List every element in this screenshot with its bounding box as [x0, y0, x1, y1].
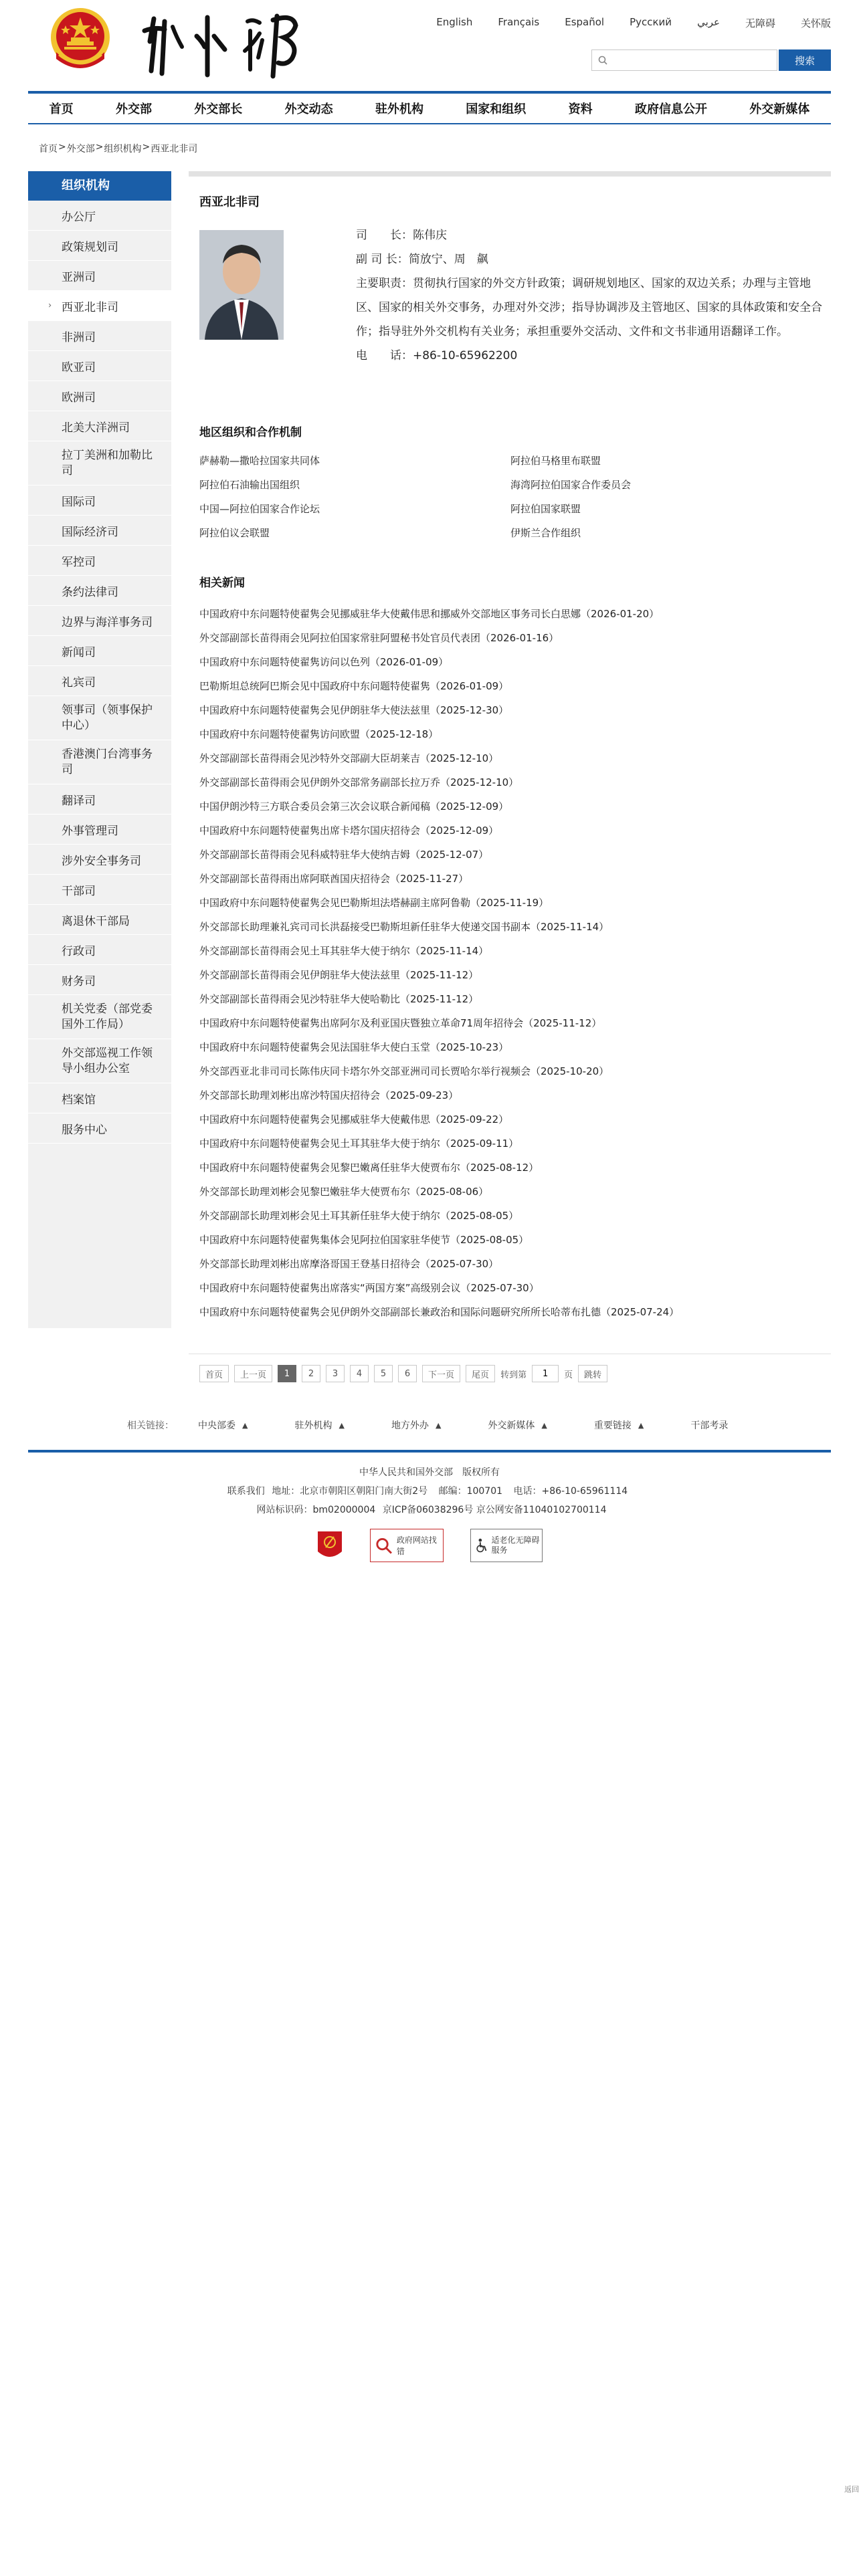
lang-french[interactable]: Français: [498, 16, 540, 28]
sidebar-item[interactable]: 服务中心: [28, 1113, 171, 1144]
news-item[interactable]: 中国政府中东问题特使翟隽出席落实“两国方案”高级别会议（2025-07-30）: [199, 1282, 539, 1294]
sidebar-item[interactable]: 翻译司: [28, 784, 171, 815]
phone-number: +86-10-65962200: [413, 349, 518, 362]
breadcrumb-separator: >: [58, 142, 66, 152]
news-item[interactable]: 中国政府中东问题特使翟隽集体会见阿拉伯国家驻华使节（2025-08-05）: [199, 1234, 529, 1246]
breadcrumb-separator: >: [95, 142, 104, 152]
language-bar: [411, 16, 831, 30]
sidebar-item[interactable]: 外事管理司: [28, 815, 171, 845]
sidebar-item[interactable]: 涉外安全事务司: [28, 845, 171, 875]
police-record-link[interactable]: 京公网安备11040102700114: [476, 1505, 607, 1515]
nav-activities[interactable]: 外交动态: [284, 102, 333, 116]
news-item[interactable]: 中国政府中东问题特使翟隽会见挪威驻华大使戴伟思（2025-09-22）: [199, 1113, 509, 1125]
registration-row: [28, 1501, 831, 1519]
deputy-row: [356, 247, 824, 272]
pager-page-unit: 页: [564, 1370, 573, 1380]
director-row: [356, 223, 824, 247]
triangle-up-icon: ▲: [638, 1420, 644, 1430]
triangle-up-icon: ▲: [242, 1420, 248, 1430]
site-header: [28, 0, 831, 91]
sidebar-item-label: 西亚北非司: [62, 300, 118, 314]
content-top-bar: [189, 171, 831, 177]
news-item[interactable]: 外交部副部长苗得雨会见伊朗驻华大使法兹里（2025-11-12）: [199, 969, 479, 981]
footer-link-central-ministries[interactable]: [198, 1418, 248, 1432]
pager-last[interactable]: 尾页: [466, 1365, 495, 1382]
sidebar-item[interactable]: 行政司: [28, 935, 171, 965]
floating-side-widget[interactable]: [840, 2485, 859, 2505]
sidebar-item[interactable]: 欧亚司: [28, 351, 171, 381]
search-box: [591, 49, 777, 71]
gov-error-report-badge[interactable]: [370, 1529, 444, 1562]
party-emblem-badge[interactable]: [316, 1529, 343, 1562]
phone-row: [356, 344, 824, 368]
sidebar-item[interactable]: 国际经济司: [28, 516, 171, 546]
footer-link-local-offices[interactable]: [391, 1418, 441, 1432]
footer-link-label: 地方外办: [391, 1420, 429, 1431]
accessibility-badge-label: 适老化无障碍服务: [491, 1535, 540, 1555]
regional-org-link[interactable]: 阿拉伯石油输出国组织: [199, 479, 300, 491]
footer-link-label: 外交新媒体: [488, 1420, 535, 1431]
news-item[interactable]: 中国政府中东问题特使翟隽会见巴勒斯坦法塔赫副主席阿鲁勒（2025-11-19）: [199, 897, 549, 909]
sidebar-item[interactable]: 条约法律司: [28, 576, 171, 606]
breadcrumb: [39, 142, 197, 155]
search-button[interactable]: 搜索: [779, 49, 831, 71]
triangle-up-icon: ▲: [339, 1420, 345, 1430]
director-name: 陈伟庆: [413, 229, 447, 242]
news-item[interactable]: 中国政府中东问题特使翟隽出席阿尔及利亚国庆暨独立革命71周年招待会（2025-11-12）: [199, 1017, 602, 1029]
sidebar-item[interactable]: 国际司: [28, 486, 171, 516]
phone-label: 电 话：: [356, 349, 413, 362]
postcode: 邮编：100701: [438, 1486, 503, 1497]
triangle-up-icon: ▲: [541, 1420, 547, 1430]
footer-related-links: [28, 1400, 831, 1450]
accessibility-link[interactable]: 无障碍: [745, 17, 775, 29]
news-item[interactable]: 外交部部长助理兼礼宾司司长洪磊接受巴勒斯坦新任驻华大使递交国书副本（2025-11-14）: [199, 921, 609, 933]
sidebar-list: [28, 201, 171, 1144]
news-item[interactable]: 外交部副部长苗得雨会见科威特驻华大使纳吉姆（2025-12-07）: [199, 849, 489, 861]
news-item[interactable]: 中国政府中东问题特使翟隽会见伊朗外交部副部长兼政治和国际问题研究所所长哈蒂布扎德（2025-07-24）: [199, 1306, 680, 1318]
sidebar-item[interactable]: 外交部巡视工作领导小组办公室: [28, 1039, 171, 1083]
site-code: 网站标识码：bm02000004: [256, 1505, 376, 1515]
pager-prev[interactable]: 上一页: [234, 1365, 272, 1382]
breadcrumb-organization[interactable]: 组织机构: [104, 144, 142, 154]
contact-row: [28, 1482, 831, 1501]
nav-countries[interactable]: 国家和组织: [466, 102, 527, 116]
nav-missions[interactable]: 驻外机构: [375, 102, 423, 116]
footer-link-new-media[interactable]: [488, 1418, 547, 1432]
breadcrumb-separator: >: [142, 142, 151, 152]
leader-block: [189, 223, 831, 411]
pager-page[interactable]: 6: [398, 1365, 417, 1382]
sidebar-item[interactable]: 离退休干部局: [28, 905, 171, 935]
pagination: [199, 1365, 831, 1382]
news-item[interactable]: 外交部西亚北非司司长陈伟庆同卡塔尔外交部亚洲司司长贾哈尔举行视频会（2025-10-20）: [199, 1065, 609, 1077]
sidebar-item[interactable]: 档案馆: [28, 1083, 171, 1113]
sidebar-item-active[interactable]: [28, 291, 171, 321]
elder-care-link[interactable]: 关怀版: [800, 17, 831, 29]
news-item[interactable]: 外交部副部长苗得雨会见沙特外交部副大臣胡莱吉（2025-12-10）: [199, 752, 499, 764]
sidebar-item[interactable]: 财务司: [28, 965, 171, 995]
news-section-title: 相关新闻: [199, 576, 245, 590]
lang-spanish[interactable]: Español: [565, 16, 605, 28]
main-nav: [28, 91, 831, 124]
sidebar-item[interactable]: 干部司: [28, 875, 171, 905]
nav-resources[interactable]: 资料: [568, 102, 593, 116]
nav-new-media[interactable]: 外交新媒体: [749, 102, 810, 116]
pager-page-current[interactable]: 1: [278, 1365, 296, 1382]
magnifier-icon: [375, 1536, 393, 1555]
regional-org-link[interactable]: 阿拉伯议会联盟: [199, 527, 270, 539]
sidebar-item[interactable]: 亚洲司: [28, 261, 171, 291]
director-portrait: [199, 230, 284, 340]
sidebar-item[interactable]: 边界与海洋事务司: [28, 606, 171, 636]
lang-russian[interactable]: Русский: [630, 16, 672, 28]
regional-org-link[interactable]: 萨赫勒—撒哈拉国家共同体: [199, 455, 320, 467]
sidebar-item[interactable]: 机关党委（部党委国外工作局）: [28, 995, 171, 1039]
footer-link-label: 中央部委: [198, 1420, 235, 1431]
pager-goto-input[interactable]: [532, 1365, 559, 1382]
regional-org-link[interactable]: 阿拉伯国家联盟: [510, 503, 581, 515]
triangle-up-icon: ▲: [435, 1420, 442, 1430]
footer-link-missions[interactable]: [294, 1418, 344, 1432]
pager-page[interactable]: 2: [302, 1365, 320, 1382]
lang-english[interactable]: English: [436, 16, 473, 28]
nav-ministry[interactable]: 外交部: [115, 102, 152, 116]
telephone: 电话：+86-10-65961114: [513, 1486, 628, 1497]
news-item[interactable]: 外交部部长助理刘彬出席摩洛哥国王登基日招待会（2025-07-30）: [199, 1258, 499, 1270]
sidebar-item[interactable]: 非洲司: [28, 321, 171, 351]
pager-goto-label: 转到第: [500, 1370, 527, 1380]
regional-org-list: [199, 449, 831, 545]
duties-row: [356, 272, 824, 344]
nav-info-disclosure[interactable]: 政府信息公开: [634, 102, 707, 116]
related-links-label: 相关链接：: [127, 1420, 174, 1431]
lang-arabic[interactable]: عربي: [697, 16, 720, 28]
news-item[interactable]: 外交部部长助理刘彬会见黎巴嫩驻华大使贾布尔（2025-08-06）: [199, 1186, 489, 1198]
main-content: [189, 171, 831, 1382]
breadcrumb-ministry[interactable]: 外交部: [66, 144, 95, 154]
breadcrumb-current[interactable]: 西亚北非司: [151, 144, 198, 154]
deputy-label: 副 司 长：: [356, 253, 409, 266]
duties-text: 贯彻执行国家的外交方针政策；调研规划地区、国家的双边关系；办理与主管地区、国家的相关外交事务，办理对外交涉；指导协调涉及主管地区、国家的具体政策和安全合作；指导驻外外交机构有关业务；承担重要外交活动、文件和文书非通用语翻译工作。: [356, 277, 822, 338]
news-item[interactable]: 中国政府中东问题特使翟隽会见挪威驻华大使戴伟思和挪威外交部地区事务司长白思娜（2026-01-20）: [199, 608, 660, 620]
nav-home[interactable]: 首页: [49, 102, 74, 116]
news-item[interactable]: 中国政府中东问题特使翟隽出席卡塔尔国庆招待会（2025-12-09）: [199, 825, 499, 837]
footer-badges: [28, 1529, 831, 1562]
icp-link[interactable]: 京ICP备06038296号: [382, 1505, 474, 1515]
news-item[interactable]: 外交部副部长苗得雨会见伊朗外交部常务副部长拉万乔（2025-12-10）: [199, 776, 519, 788]
contact-us-link[interactable]: 联系我们: [227, 1486, 265, 1497]
sidebar-item[interactable]: 香港澳门台湾事务司: [28, 740, 171, 784]
search-icon: [597, 55, 608, 66]
footer-link-important[interactable]: [594, 1418, 644, 1432]
regional-section-title: 地区组织和合作机制: [199, 426, 302, 439]
news-item[interactable]: 外交部副部长苗得雨会见土耳其驻华大使于纳尔（2025-11-14）: [199, 945, 489, 957]
deputy-names: 简放宁、周 飙: [408, 253, 488, 266]
accessibility-badge[interactable]: [470, 1529, 543, 1562]
sidebar-item[interactable]: 新闻司: [28, 636, 171, 666]
wheelchair-icon: [475, 1536, 488, 1555]
news-list: [199, 602, 831, 1324]
duties-label: 主要职责：: [356, 277, 413, 290]
sidebar-item[interactable]: 礼宾司: [28, 666, 171, 696]
news-item[interactable]: 中国政府中东问题特使翟隽访问以色列（2026-01-09）: [199, 656, 449, 668]
sidebar: [28, 171, 171, 1328]
news-item[interactable]: 中国伊朗沙特三方联合委员会第三次会议联合新闻稿（2025-12-09）: [199, 800, 509, 813]
search-input[interactable]: [612, 51, 773, 69]
copyright: 中华人民共和国外交部 版权所有: [359, 1467, 500, 1478]
pager-first[interactable]: 首页: [199, 1365, 229, 1382]
news-item[interactable]: 外交部副部长苗得雨会见沙特驻华大使哈勒比（2025-11-12）: [199, 993, 479, 1005]
page-title: 西亚北非司: [199, 195, 260, 209]
regional-org-link[interactable]: 海湾阿拉伯国家合作委员会: [510, 479, 632, 491]
gov-badge-label: 政府网站找错: [396, 1535, 437, 1556]
regional-org-link[interactable]: 伊斯兰合作组织: [510, 527, 581, 539]
news-item[interactable]: 外交部副部长助理刘彬会见土耳其新任驻华大使于纳尔（2025-08-05）: [199, 1210, 519, 1222]
footer-link-recruitment[interactable]: 干部考录: [690, 1420, 729, 1431]
sidebar-item[interactable]: 拉丁美洲和加勒比司: [28, 441, 171, 486]
pager-page[interactable]: 3: [326, 1365, 345, 1382]
news-item[interactable]: 中国政府中东问题特使翟隽访问欧盟（2025-12-18）: [199, 728, 439, 740]
regional-org-link[interactable]: 阿拉伯马格里布联盟: [510, 455, 601, 467]
side-widget-label: 返回: [844, 2485, 859, 2494]
sidebar-item[interactable]: 欧洲司: [28, 381, 171, 411]
footer-link-label: 重要链接: [593, 1420, 632, 1431]
news-item[interactable]: 中国政府中东问题特使翟隽会见伊朗驻华大使法兹里（2025-12-30）: [199, 704, 509, 716]
leader-info: [356, 223, 824, 368]
news-item[interactable]: 中国政府中东问题特使翟隽会见黎巴嫩离任驻华大使贾布尔（2025-08-12）: [199, 1162, 539, 1174]
sidebar-title: 组织机构: [28, 171, 171, 201]
regional-org-link[interactable]: 中国—阿拉伯国家合作论坛: [199, 503, 320, 515]
breadcrumb-home[interactable]: 首页: [39, 144, 58, 154]
sidebar-item[interactable]: 军控司: [28, 546, 171, 576]
sidebar-item[interactable]: 北美大洋洲司: [28, 411, 171, 441]
sidebar-item[interactable]: 政策规划司: [28, 231, 171, 261]
footer-divider: [28, 1450, 831, 1453]
pager-page[interactable]: 4: [350, 1365, 369, 1382]
pager-next[interactable]: 下一页: [422, 1365, 460, 1382]
news-item[interactable]: 中国政府中东问题特使翟隽会见土耳其驻华大使于纳尔（2025-09-11）: [199, 1138, 519, 1150]
chevron-right-icon: ›: [48, 300, 52, 311]
calligraphy-logo: [135, 7, 316, 80]
nav-minister[interactable]: 外交部长: [194, 102, 243, 116]
sidebar-item[interactable]: 领事司（领事保护中心）: [28, 696, 171, 740]
footer-info: [28, 1463, 831, 1519]
address: 地址：北京市朝阳区朝阳门南大街2号: [272, 1486, 428, 1497]
news-item[interactable]: 巴勒斯坦总统阿巴斯会见中国政府中东问题特使翟隽（2026-01-09）: [199, 680, 509, 692]
director-label: 司 长：: [356, 229, 413, 242]
sidebar-item[interactable]: 办公厅: [28, 201, 171, 231]
news-item[interactable]: 外交部部长助理刘彬出席沙特国庆招待会（2025-09-23）: [199, 1089, 459, 1101]
pager-page[interactable]: 5: [374, 1365, 393, 1382]
news-item[interactable]: 外交部副部长苗得雨会见阿拉伯国家常驻阿盟秘书处官员代表团（2026-01-16）: [199, 632, 559, 644]
footer-link-label: 驻外机构: [294, 1420, 332, 1431]
news-item[interactable]: 外交部副部长苗得雨出席阿联酋国庆招待会（2025-11-27）: [199, 873, 469, 885]
pager-jump-button[interactable]: 跳转: [578, 1365, 607, 1382]
news-item[interactable]: 中国政府中东问题特使翟隽会见法国驻华大使白玉堂（2025-10-23）: [199, 1041, 509, 1053]
national-emblem-logo[interactable]: [50, 5, 111, 72]
